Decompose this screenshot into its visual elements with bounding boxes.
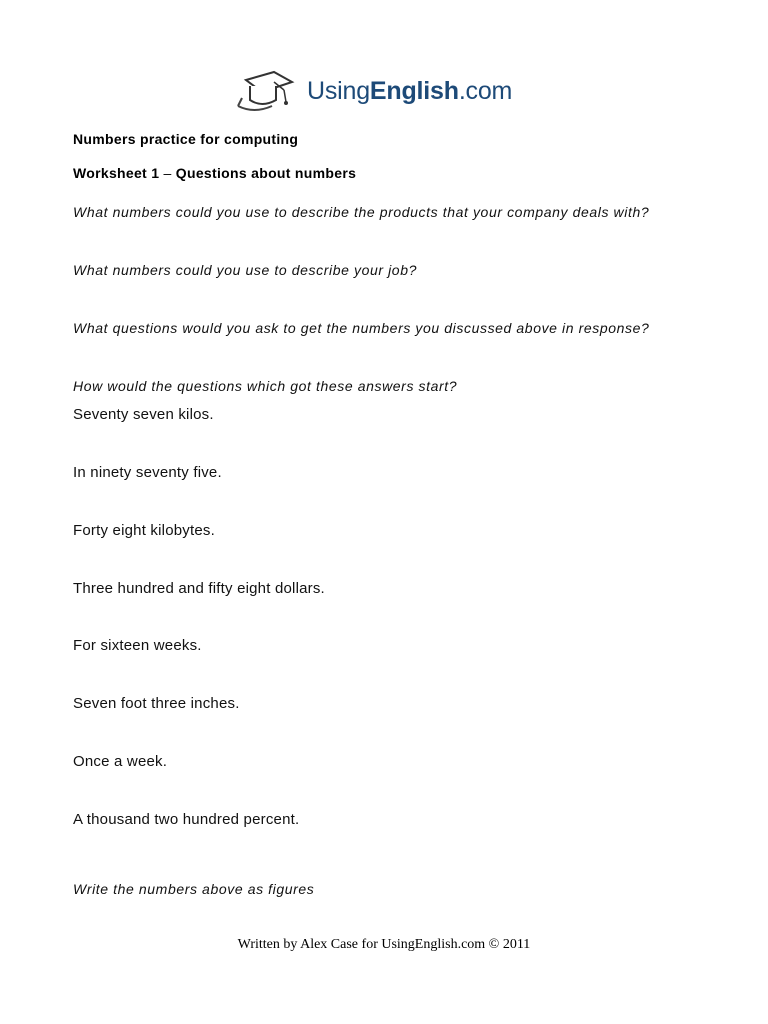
question-4: How would the questions which got these answers start? — [73, 378, 458, 394]
page-footer: Written by Alex Case for UsingEnglish.com © 2011 — [237, 937, 531, 952]
answer-5: For sixteen weeks. — [73, 637, 202, 654]
worksheet-heading — [73, 165, 356, 181]
answer-4: Three hundred and fifty eight dollars. — [73, 580, 325, 597]
page-title: Numbers practice for computing — [73, 131, 299, 147]
answer-2: In ninety seventy five. — [73, 464, 222, 481]
question-1: What numbers could you use to describe the products that your company deals with? — [73, 204, 650, 220]
answer-6: Seven foot three inches. — [73, 695, 240, 712]
worksheet-subtitle: Questions about numbers — [175, 165, 357, 181]
mortarboard-icon — [236, 70, 296, 114]
answer-8: A thousand two hundred percent. — [73, 811, 300, 828]
logo-wordmark — [307, 76, 512, 106]
question-2: What numbers could you use to describe your job? — [73, 262, 417, 278]
worksheet-label: Worksheet 1 — [73, 165, 160, 181]
logo-text-suffix: .com — [458, 77, 513, 105]
answer-3: Forty eight kilobytes. — [73, 522, 215, 539]
worksheet-dash: – — [163, 165, 172, 181]
logo-text-regular: Using — [307, 77, 370, 105]
logo-text-bold: English — [369, 77, 459, 105]
answer-7: Once a week. — [73, 753, 168, 770]
final-instruction: Write the numbers above as figures — [73, 881, 315, 897]
question-3: What questions would you ask to get the numbers you discussed above in response? — [73, 320, 650, 336]
site-logo — [236, 70, 536, 120]
answer-1: Seventy seven kilos. — [73, 406, 214, 423]
